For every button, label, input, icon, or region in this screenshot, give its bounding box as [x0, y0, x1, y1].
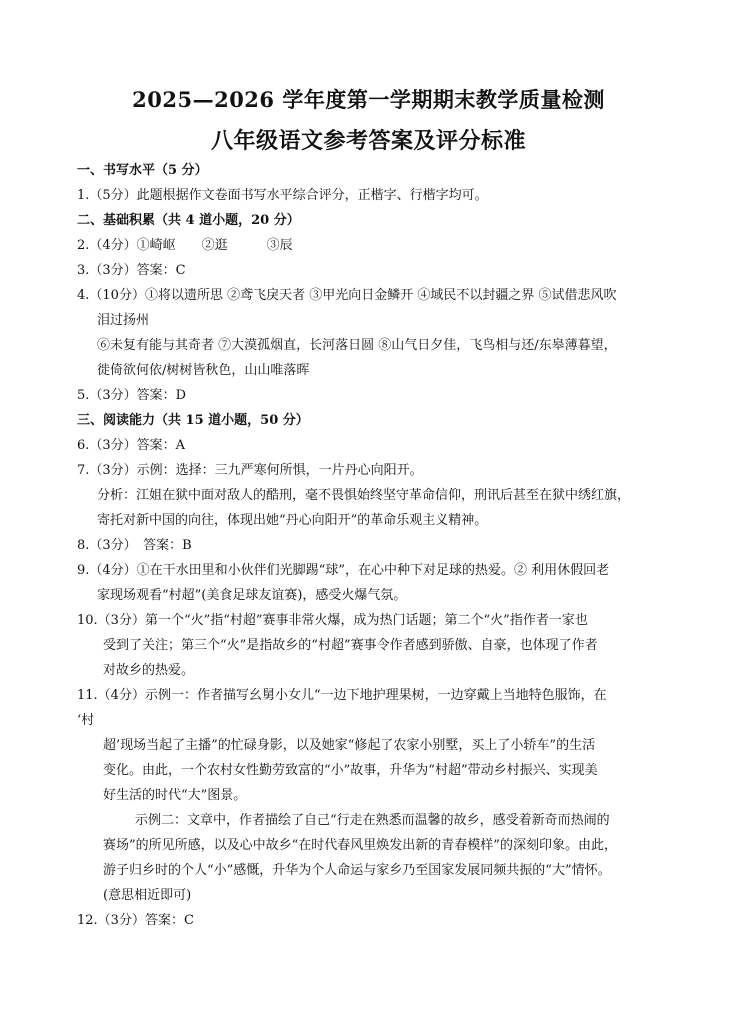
answer-item-11-example2: 示例二：文章中，作者描绘了自己“行走在熟悉而温馨的故乡，感受着新奇而热闹的 — [135, 813, 610, 828]
answer-item-5: 5.（3分）答案：D — [77, 388, 187, 403]
answer-item-11-cont: 游子归乡时的个人“小”感慨，升华为个人命运与家乡乃至国家发展同频共振的“大”情怀。 — [103, 863, 611, 878]
answer-item-3: 3.（3分）答案：C — [77, 263, 186, 278]
answer-item-11: 11.（4分）示例一：作者描写幺舅小女儿“一边下地护理果树，一边穿戴上当地特色服饰，在 — [77, 688, 607, 703]
answer-item-11-cont: ‘村 — [77, 713, 95, 728]
answer-item-11-note: (意思相近即可) — [103, 888, 192, 903]
answer-item-6: 6.（3分）答案：A — [77, 438, 186, 453]
answer-item-8: 8.（3分） 答案：B — [77, 538, 192, 553]
answer-item-11-cont: 赛场”的所见所感，以及心中故乡“在时代春风里焕发出新的青春模样”的深刻印象。由此， — [103, 838, 617, 853]
answer-item-7: 7.（3分）示例：选择：三九严寒何所惧，一片丹心向阳开。 — [77, 463, 423, 478]
answer-item-7-cont: 寄托对新中国的向往，体现出她“丹心向阳开”的革命乐观主义精神。 — [97, 513, 488, 528]
answer-item-4-cont: 泪过扬州 — [97, 313, 150, 328]
answer-item-9: 9.（4分）①在干水田里和小伙伴们光脚踢“球”，在心中种下对足球的热爱。② 利用休假回老 — [77, 563, 610, 578]
answer-item-10-cont: 对故乡的热爱。 — [103, 663, 195, 678]
section-heading-reading: 三、阅读能力（共 15 道小题，50 分） — [77, 413, 309, 428]
answer-key-title: 八年级语文参考答案及评分标准 — [210, 128, 526, 154]
answer-item-1: 1.（5分）此题根据作文卷面书写水平综合评分，正楷字、行楷字均可。 — [77, 188, 488, 203]
answer-item-11-cont: 好生活的时代“大”图景。 — [103, 788, 247, 803]
section-heading-basics: 二、基础积累（共 4 道小题，20 分） — [77, 213, 300, 228]
answer-item-11-cont: 变化。由此，一个农村女性勤劳致富的“小”故事，升华为“村超”带动乡村振兴、实现美 — [103, 763, 598, 778]
answer-item-2: 2.（4分）①崎岖 ②逛 ③辰 — [77, 238, 293, 253]
answer-item-12: 12.（3分）答案：C — [77, 913, 194, 928]
answer-item-4: 4.（10分）①将以遗所思 ②鸢飞戾天者 ③甲光向日金鳞开 ④域民不以封疆之界 ⑤试借悲风吹 — [77, 288, 617, 303]
answer-item-10-cont: 受到了关注；第三个“火”是指故乡的“村超”赛事令作者感到骄傲、自豪，也体现了作者 — [103, 638, 598, 653]
exam-title: 2025—2026 学年度第一学期期末教学质量检测 — [132, 87, 605, 112]
answer-item-4-cont: 徙倚欲何依/树树皆秋色，山山唯落晖 — [97, 363, 310, 378]
answer-item-4-cont: ⑥未复有能与其奇者 ⑦大漠孤烟直，长河落日圆 ⑧山气日夕佳，飞鸟相与还/东皋薄暮望， — [97, 338, 617, 353]
answer-item-7-analysis: 分析：江姐在狱中面对敌人的酷刑，毫不畏惧始终坚守革命信仰，刑讯后甚至在狱中绣红旗， — [97, 488, 631, 503]
answer-item-9-cont: 家现场观看“村超”(美食足球友谊赛)，感受火爆气氛。 — [97, 588, 407, 603]
answer-item-10: 10.（3分）第一个“火”指“村超”赛事非常火爆，成为热门话题；第二个“火”指作者一家也 — [77, 613, 588, 628]
section-heading-handwriting: 一、书写水平（5 分） — [77, 163, 208, 178]
answer-item-11-cont: 超’现场当起了主播”的忙碌身影，以及她家“修起了农家小别墅，买上了小轿车”的生活 — [103, 738, 596, 753]
